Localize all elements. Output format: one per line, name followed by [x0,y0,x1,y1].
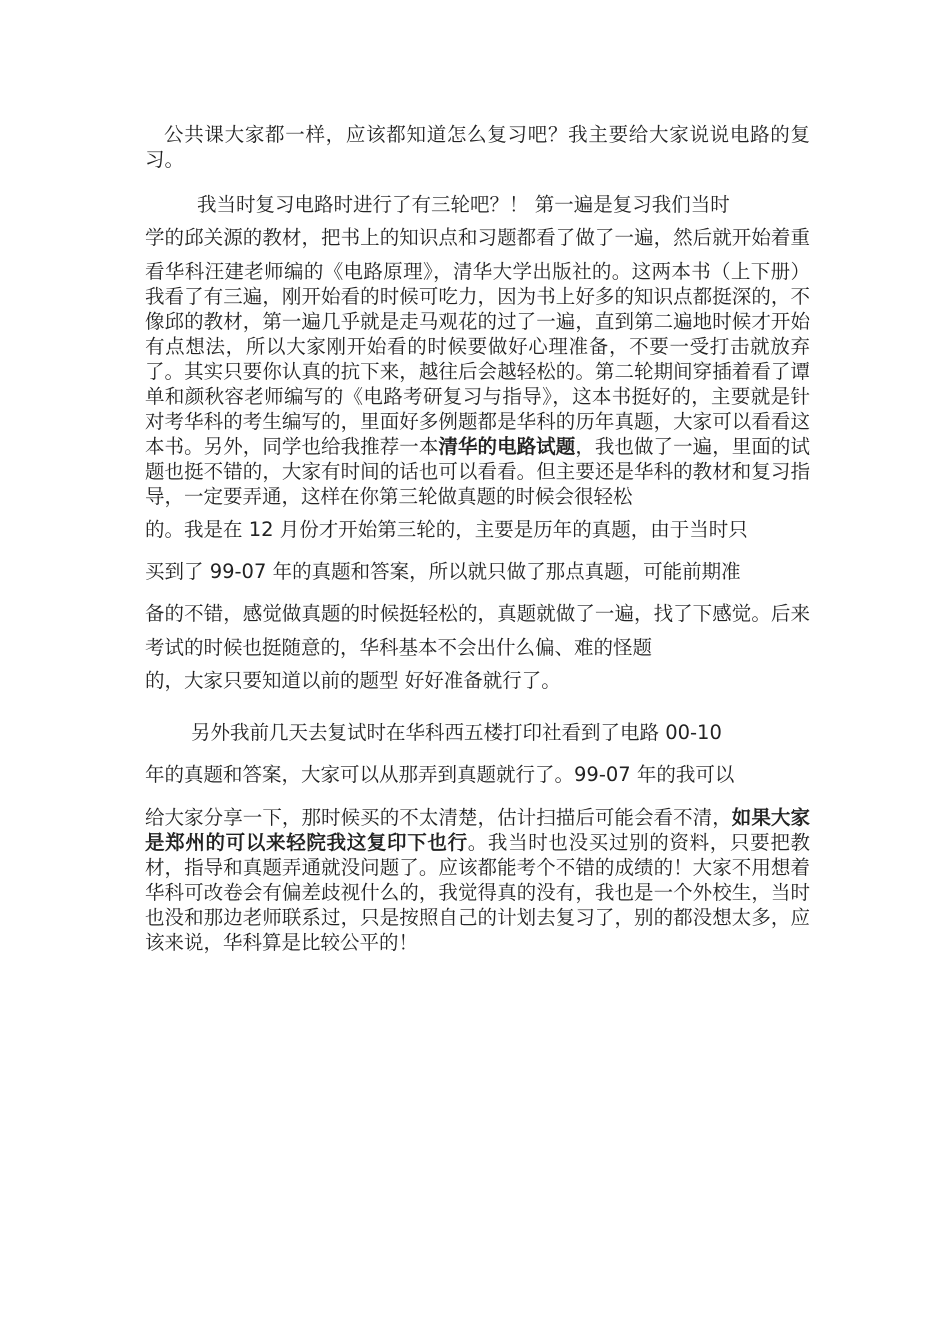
paragraph-resources-text-b: 。我当时也没买过别的资料，只要把教材，指导和真题弄通就没问题了。应该都能考个不错的成绩的！大家不用想着华科可改卷会有偏差歧视什么的，我觉得真的没有，我也是一个外校生，当时也没和那边老师联系过，只是按照自己的计划去复习了，别的都没想太多，应该来说，华科算是比较公平的！ [145,831,810,954]
paragraph-review-plan-text-b: ，我也做了一遍，里面的试题也挺不错的，大家有时间的话也可以看看。但主要还是华科的教材和复习指导，一定要弄通，这样在你第三轮做真题的时候会很轻松 [145,435,810,508]
line-third-round [145,518,748,541]
paragraph-resources-text-a: 给大家分享一下，那时候买的不太清楚，估计扫描后可能会看不清， [145,806,732,829]
paragraph-resources-first-line-text: 另外我前几天去复试时在华科西五楼打印社看到了电路 [191,721,666,744]
line-third-round-text-a: 的。我是在 [145,518,249,541]
highlight-book-title: 清华的电路试题 [438,435,576,458]
paragraph-resources-first-line [191,721,722,744]
paragraph-resources-second-line-text-b: 年的我可以 [630,763,735,786]
number-year-range-3: 99-07 [574,763,631,786]
highlight-zhengzhou-offer: 如果大家是郑州的可以来轻院我这复印下也行 [145,806,810,854]
number-year-range: 99-07 [209,560,267,583]
line-third-round-text-b: 月份才开始第三轮的，主要是历年的真题，由于当时只 [273,518,748,541]
number-month: 12 [248,518,274,541]
paragraph-review-plan [145,192,810,702]
paragraph-resources-second-line-text-a: 年的真题和答案，大家可以从那弄到真题就行了。 [145,763,575,786]
document-body [145,122,810,955]
paragraph-resources-second-line [145,745,734,805]
paragraph-resources [145,720,810,955]
line-past-exams [145,560,741,583]
paragraph-review-plan-last-line: 的，大家只要知道以前的题型 好好准备就行了。 [145,669,561,692]
line-past-exams-text-a: 买到了 [145,560,210,583]
line-past-exams-text-b: 年的真题和答案，所以就只做了那点真题，可能前期准 [266,560,741,583]
paragraph-review-plan-text-a: 学的邱关源的教材，把书上的知识点和习题都看了做了一遍，然后就开始着重看华科汪建老师编的《电路原理》，清华大学出版社的。这两本书（上下册）我看了有三遍，刚开始看的时候可吃力，因为书上好多的知识点都挺深的，不像邱的教材，第一遍几乎就是走马观花的过了一遍，直到第二遍地时候才开始有点想法，所以大家刚开始看的时候要做好心理准备，不要一受打击就放弃了。其实只要你认真的抗下来，越往后会越轻松的。第二轮期间穿插着看了谭单和颜秋容老师编写的《电路考研复习与指导》，这本书挺好的，主要就是针对考华科的考生编写的，里面好多例题都是华科的历年真题，大家可以看看这本书。另外，同学也给我推荐一本 [145,226,810,458]
paragraph-intro: 公共课大家都一样，应该都知道怎么复习吧？我主要给大家说说电路的复习。 [145,123,810,171]
paragraph-review-plan-first-line: 我当时复习电路时进行了有三轮吧？！ 第一遍是复习我们当时 [197,193,730,216]
number-year-range-2: 00-10 [665,721,722,744]
paragraph-review-plan-text-c: 备的不错，感觉做真题的时候挺轻松的，真题就做了一遍，找了下感觉。后来考试的时候也挺随意的，华科基本不会出什么偏、难的怪题 [145,602,810,659]
